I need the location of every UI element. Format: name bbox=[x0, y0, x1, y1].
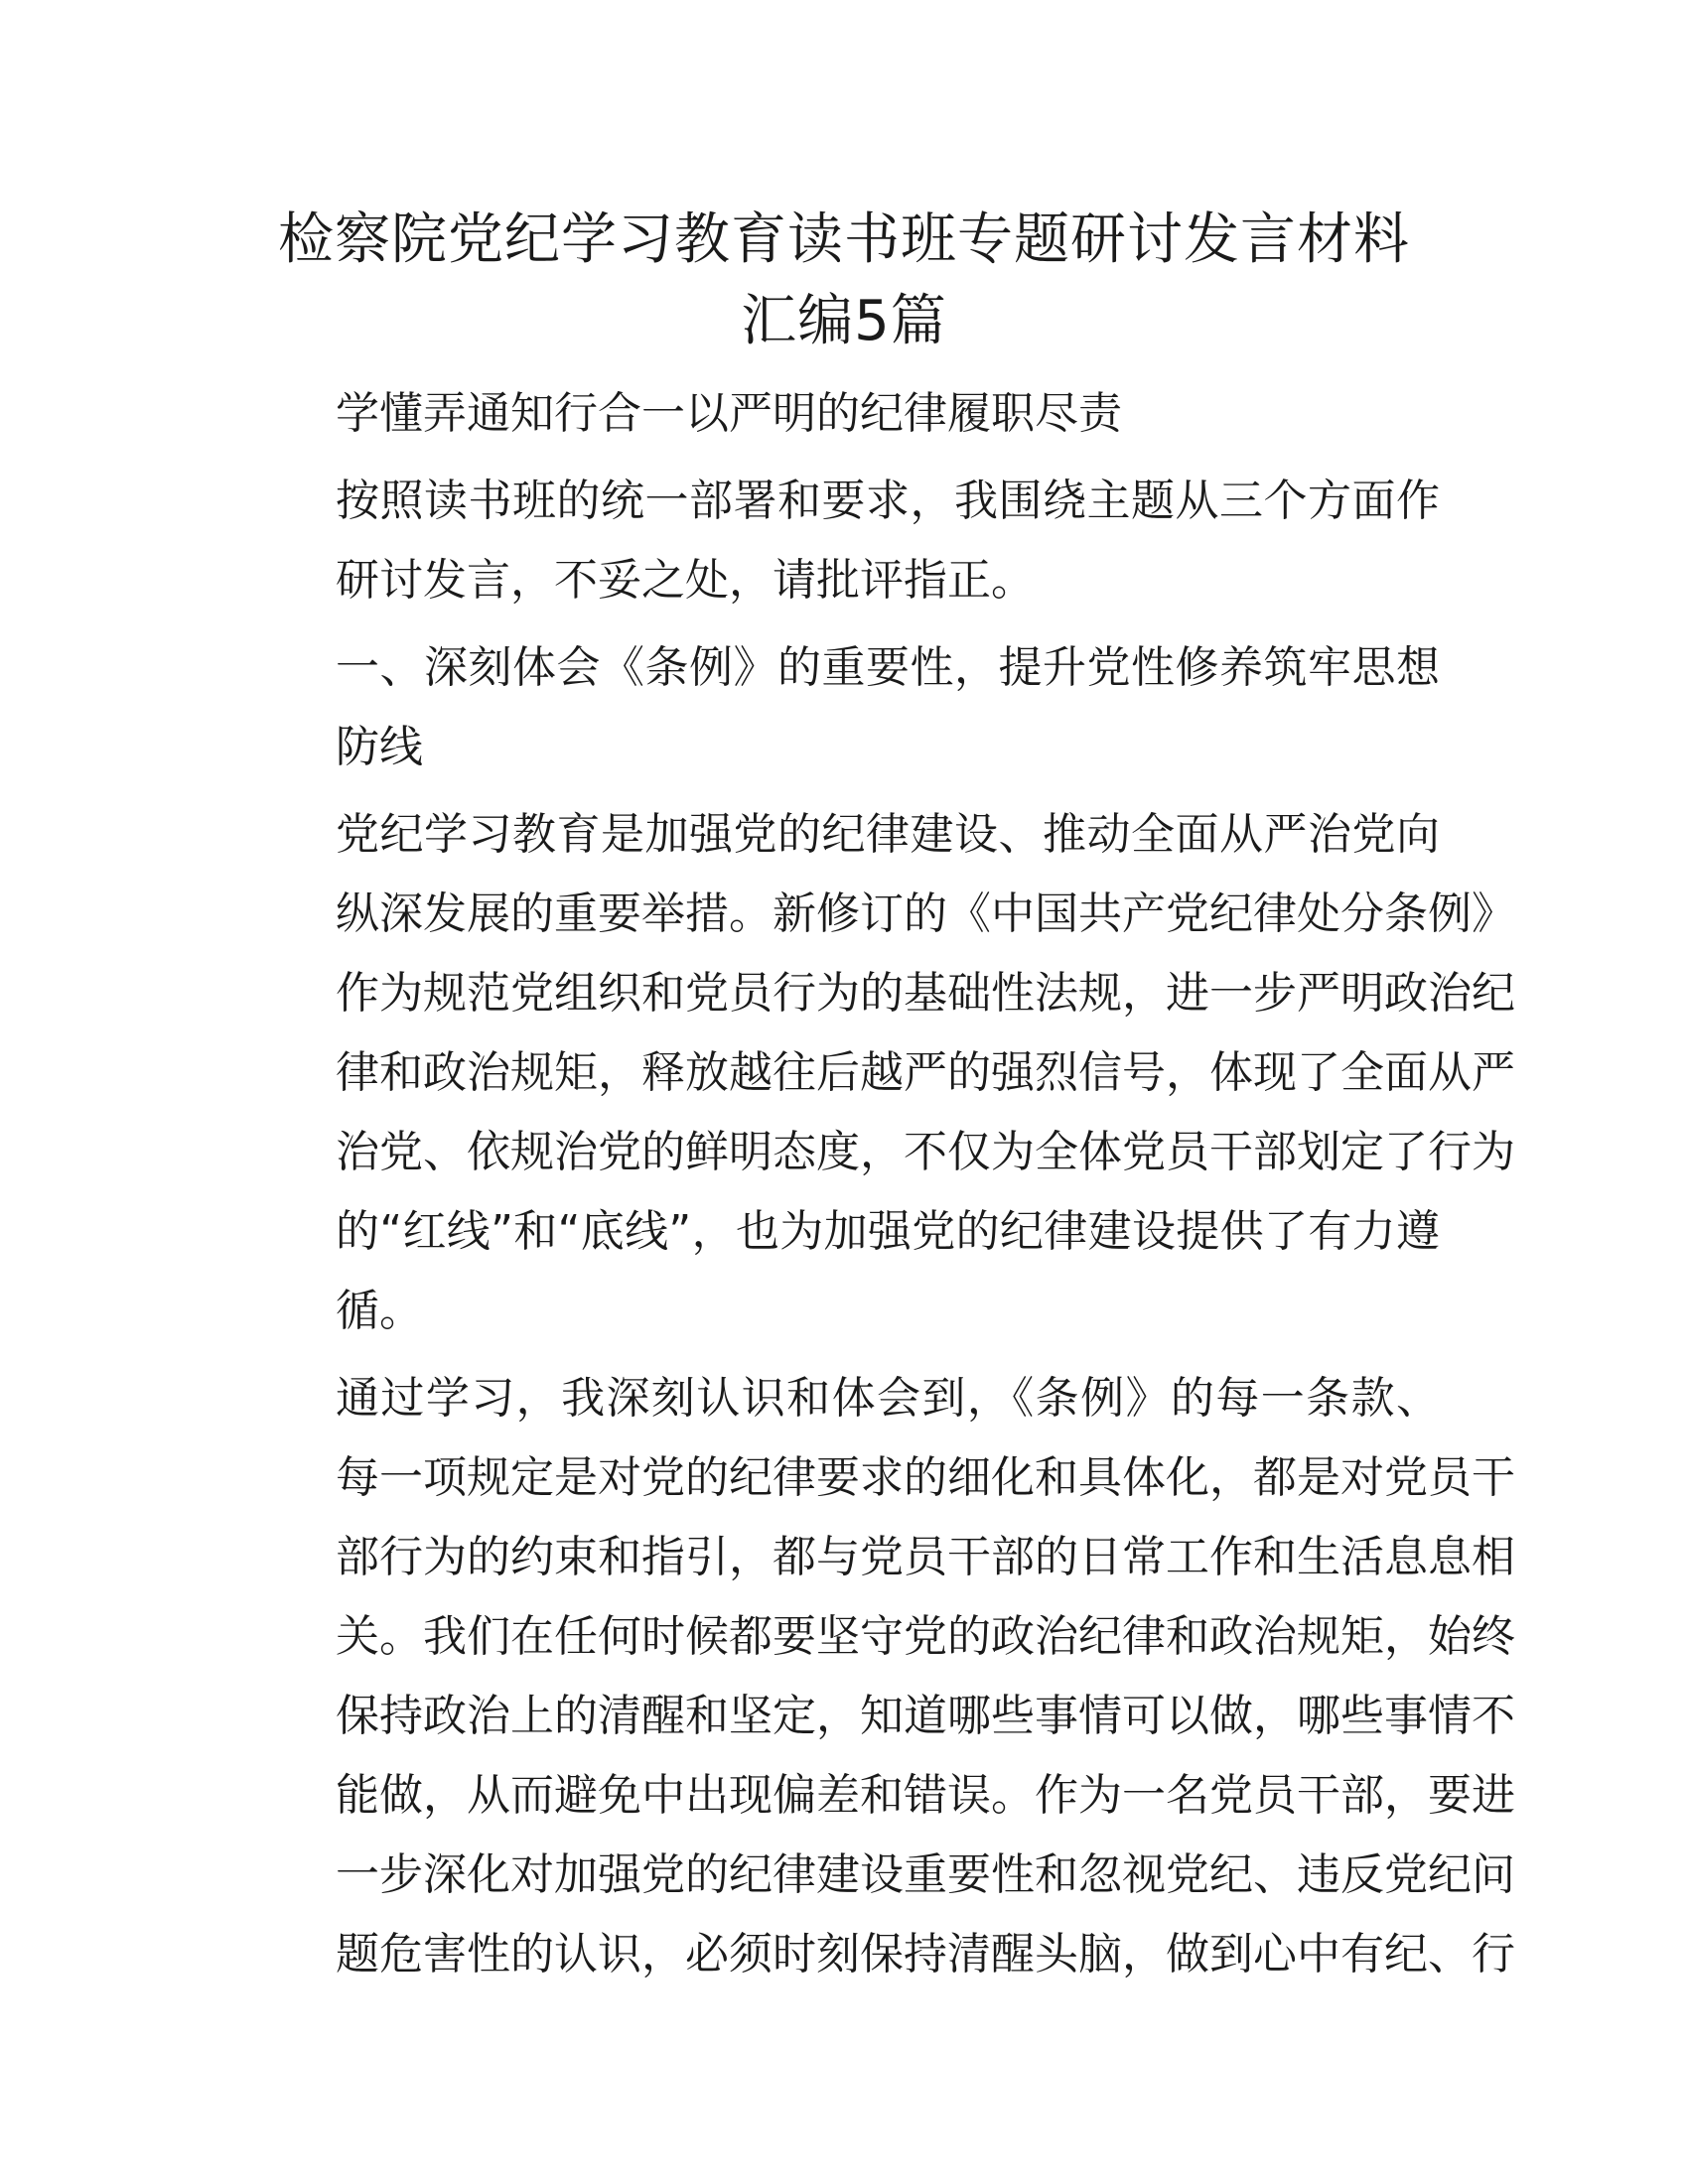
document-title-line-2: 汇编5篇 bbox=[741, 289, 947, 353]
paragraph-line: 循。 bbox=[336, 1286, 423, 1336]
paragraph-line: 关。我们在任何时候都要坚守党的政治纪律和政治规矩，始终 bbox=[336, 1611, 1515, 1662]
heading-one bbox=[248, 628, 1440, 787]
paragraph-line: 治党、依规治党的鲜明态度，不仅为全体党员干部划定了行为 bbox=[336, 1127, 1515, 1177]
paragraph-line: 党纪学习教育是加强党的纪律建设、推动全面从严治党向 bbox=[336, 809, 1440, 860]
section-title-text: 学懂弄通知行合一以严明的纪律履职尽责 bbox=[336, 388, 1122, 439]
paragraph-discipline-education bbox=[248, 795, 1515, 1351]
paragraph-line: 保持政治上的清醒和坚定，知道哪些事情可以做，哪些事情不 bbox=[336, 1691, 1515, 1741]
section-title bbox=[248, 374, 1440, 454]
paragraph-line: 防线 bbox=[336, 722, 423, 772]
paragraph-line: 题危害性的认识，必须时刻保持清醒头脑，做到心中有纪、行 bbox=[336, 1929, 1515, 1979]
paragraph-line: 作为规范党组织和党员行为的基础性法规，进一步严明政治纪 bbox=[336, 968, 1515, 1019]
paragraph-line: 律和政治规矩，释放越往后越严的强烈信号，体现了全面从严 bbox=[336, 1047, 1515, 1098]
paragraph-learning-insights bbox=[248, 1359, 1515, 1994]
paragraph-line: 研讨发言，不妥之处，请批评指正。 bbox=[336, 555, 1035, 606]
paragraph-intro bbox=[248, 462, 1440, 620]
document-title-line-1: 检察院党纪学习教育读书班专题研讨发言材料 bbox=[278, 207, 1410, 272]
paragraph-line: 按照读书班的统一部署和要求，我围绕主题从三个方面作 bbox=[336, 476, 1440, 526]
paragraph-line: 每一项规定是对党的纪律要求的细化和具体化，都是对党员干 bbox=[336, 1452, 1515, 1503]
paragraph-line: 的“红线”和“底线”，也为加强党的纪律建设提供了有力遵 bbox=[336, 1206, 1440, 1257]
document-body bbox=[248, 374, 1515, 1994]
paragraph-line: 通过学习，我深刻认识和体会到，《条例》的每一条款、 bbox=[336, 1373, 1440, 1424]
paragraph-line: 一步深化对加强党的纪律建设重要性和忽视党纪、违反党纪问 bbox=[336, 1849, 1515, 1900]
paragraph-line: 能做，从而避免中出现偏差和错误。作为一名党员干部，要进 bbox=[336, 1770, 1515, 1821]
paragraph-line: 纵深发展的重要举措。新修订的《中国共产党纪律处分条例》 bbox=[336, 888, 1515, 939]
paragraph-line: 一、深刻体会《条例》的重要性，提升党性修养筑牢思想 bbox=[336, 642, 1440, 693]
paragraph-line: 部行为的约束和指引，都与党员干部的日常工作和生活息息相 bbox=[336, 1532, 1515, 1582]
